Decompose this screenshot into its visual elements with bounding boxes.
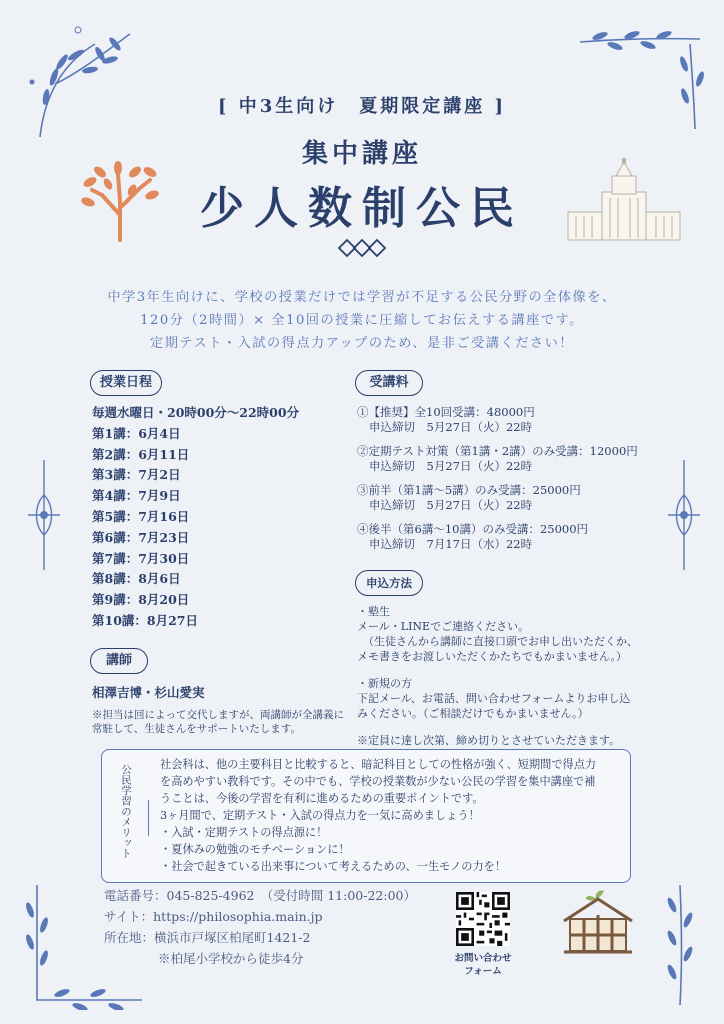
- parliament-building-icon: [566, 158, 682, 242]
- side-ornament-icon: [24, 460, 64, 570]
- intro-line: 中学3年生向けに、学校の授業だけでは学習が不足する公民分野の全体像を、: [107, 290, 617, 305]
- diamond-ornament-icon: [337, 238, 387, 258]
- fees-heading: 受講料: [355, 370, 423, 396]
- list-item: 第6講：7月23日: [92, 529, 190, 545]
- fee-title: ②定期テスト対策（第1講・2講）のみ受講：12000円: [357, 444, 638, 458]
- access-note: ※柏尾小学校から徒歩4分: [158, 951, 304, 966]
- note-line: ※担当は回によって交代しますが、両講師が全講義に: [92, 709, 344, 721]
- instructors-heading: 講師: [90, 648, 148, 674]
- phone-number[interactable]: 電話番号：045-825-4962 （受付時間 11:00-22:00）: [104, 888, 416, 903]
- fees-list: [357, 405, 638, 561]
- fee-item: [357, 522, 638, 552]
- apply-existing-note: （生徒さんから講師に直接口頭でお申し出いただくか、: [363, 635, 638, 648]
- apply-new-title: ・新規の方: [357, 677, 412, 690]
- apply-details: [357, 604, 638, 748]
- fee-item: [357, 483, 638, 513]
- note-line: 常駐して、生徒さんをサポートいたします。: [92, 723, 301, 735]
- contact-info: [104, 887, 416, 968]
- list-item: 第7講：7月30日: [92, 550, 190, 566]
- merit-line: 3ヶ月間で、定期テスト・入試の得点力を一気に高めましょう！: [160, 809, 480, 822]
- apply-new-body: 下記メール、お電話、問い合わせフォームよりお申し込: [357, 692, 631, 705]
- leaf-ornament-icon: [20, 22, 160, 142]
- subtitle: 集中講座: [301, 139, 422, 169]
- fee-item: [357, 444, 638, 474]
- merit-line: 社会科は、他の主要科目と比較すると、暗記科目としての性格が強く、短期間で得点力: [160, 758, 597, 771]
- side-ornament-icon: [664, 460, 704, 570]
- apply-existing-note: メモ書きをお渡しいただくかたちでもかまいません。）: [357, 650, 628, 663]
- intro-text: [0, 286, 724, 355]
- merit-divider: [148, 800, 149, 836]
- instructor-names: 相澤吉博・杉山愛実: [92, 685, 205, 700]
- qr-caption: [440, 952, 526, 978]
- merit-line: うことは、今後の学習を有利に進めるための重要ポイントです。: [160, 792, 484, 805]
- list-item: 第10講：8月27日: [92, 612, 198, 628]
- merit-line: を高めやすい教科です。その中でも、学校の授業数が少ない公民の学習を集中講座で補: [160, 775, 596, 788]
- fee-title: ④後半（第6講〜10講）のみ受講：25000円: [357, 522, 589, 536]
- apply-heading: 申込方法: [355, 570, 423, 596]
- merit-box: [101, 749, 631, 883]
- fee-item: [357, 405, 638, 435]
- intro-line: 定期テスト・入試の得点力アップのため、是非ご受講ください！: [150, 336, 574, 351]
- website-link[interactable]: サイト：https://philosophia.main.jp: [104, 909, 323, 924]
- school-building-icon: [560, 885, 636, 955]
- qr-caption-line: お問い合わせ: [454, 953, 512, 964]
- merit-line: ・夏休みの勉強のモチベーションに！: [160, 843, 350, 856]
- schedule-heading: 授業日程: [90, 370, 162, 396]
- apply-existing-title: ・塾生: [357, 605, 390, 618]
- apply-existing-body: メール・LINEでご連絡ください。: [357, 620, 530, 633]
- apply-new-body: みください。（ご相談だけでもかまいません。）: [357, 707, 589, 720]
- list-item: 第4講：7月9日: [92, 488, 181, 504]
- list-item: 第1講：6月4日: [92, 425, 181, 441]
- fee-deadline: 申込締切 5月27日（火）22時: [369, 420, 533, 434]
- schedule-weekly: 毎週水曜日・20時00分〜22時00分: [92, 405, 300, 420]
- qr-code-icon[interactable]: [456, 892, 510, 946]
- qr-caption-line: フォーム: [464, 966, 502, 977]
- list-item: 第9講：8月20日: [92, 592, 190, 608]
- merit-text: [160, 756, 596, 875]
- instructor-note: [92, 708, 344, 736]
- tree-icon: [80, 160, 160, 242]
- fee-deadline: 申込締切 7月17日（水）22時: [369, 537, 533, 551]
- course-target-heading: [ 中3生向け 夏期限定講座 ]: [217, 96, 507, 117]
- leaf-ornament-icon: [640, 880, 720, 1010]
- list-item: 第8講：8月6日: [92, 571, 181, 587]
- list-item: 第3講：7月2日: [92, 467, 181, 483]
- fee-title: ③前半（第1講〜5講）のみ受講：25000円: [357, 483, 581, 497]
- merit-label: 公民学習のメリット: [120, 764, 132, 859]
- fee-deadline: 申込締切 5月27日（火）22時: [369, 459, 533, 473]
- list-item: 第2講：6月11日: [92, 446, 190, 462]
- fee-deadline: 申込締切 5月27日（火）22時: [369, 498, 533, 512]
- merit-line: ・入試・定期テストの得点源に！: [160, 826, 328, 839]
- intro-line: 120分（2時間）× 全10回の授業に圧縮してお伝えする講座です。: [140, 313, 584, 328]
- page-title: 少人数制公民: [200, 183, 524, 234]
- apply-closing-note: ※定員に達し次第、締め切りとさせていただきます。: [357, 734, 621, 747]
- schedule-list: [92, 403, 299, 632]
- fee-title: ①【推奨】全10回受講：48000円: [357, 405, 535, 419]
- list-item: 第5講：7月16日: [92, 508, 190, 524]
- address: 所在地：横浜市戸塚区柏尾町1421-2: [104, 930, 311, 945]
- merit-line: ・社会で起きている出来事について考えるための、一生モノの力を！: [160, 860, 507, 873]
